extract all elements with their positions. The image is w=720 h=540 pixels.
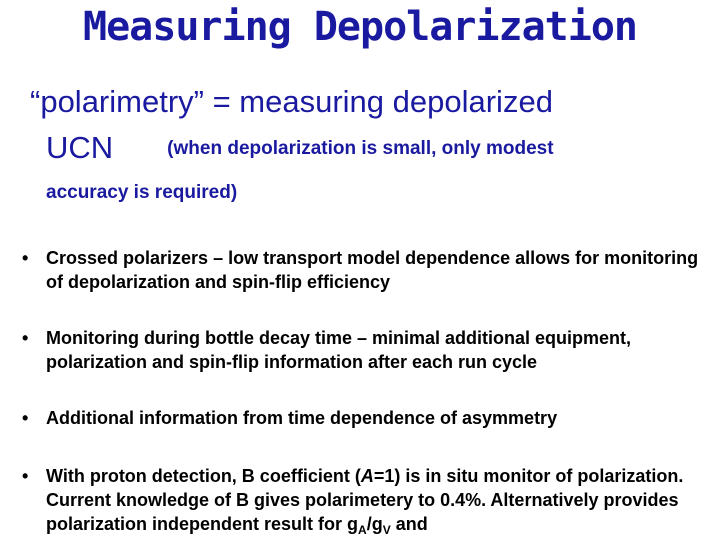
subtitle-ucn: UCN [46,130,114,165]
bullet-text: Crossed polarizers – low transport model dependence allows for monitoring of depolarization and spin-flip efficiency [46,248,699,292]
bullet-text [46,464,712,536]
bullet-italic-a: A [360,466,374,486]
bullet-text: Monitoring during bottle decay time – minimal additional equipment, polarization and spin-flip information after each run cycle [46,328,632,372]
subtitle-line-2 [46,130,554,166]
bullet-item [22,406,712,430]
subtitle-note-continued: accuracy is required) [46,182,238,203]
bullet-text-part: =1) is in situ monitor of polarization. Current knowledge of B gives polarimetery to 0.4%. Alternatively provides polarization independent result for g [46,466,684,534]
slide-title: Measuring Depolarization [83,4,637,50]
subscript-v: V [382,523,391,537]
subtitle-line-1: “polarimetry” = measuring depolarized [30,84,553,119]
bullet-text: Additional information from time dependence of asymmetry [46,408,558,428]
bullet-item [22,464,712,536]
bullet-dot: • [22,408,29,428]
bullet-item [22,326,712,374]
bullet-text-part: /g [366,514,383,534]
bullet-dot: • [22,248,29,268]
bullet-dot: • [22,328,29,348]
subtitle-note: (when depolarization is small, only modest [167,138,554,159]
bullet-text-part: With proton detection, B coefficient ( [46,466,361,486]
bullet-dot: • [22,466,29,486]
bullet-text-part: and [390,514,428,534]
subscript-a: A [358,523,367,537]
bullet-item [22,246,712,294]
